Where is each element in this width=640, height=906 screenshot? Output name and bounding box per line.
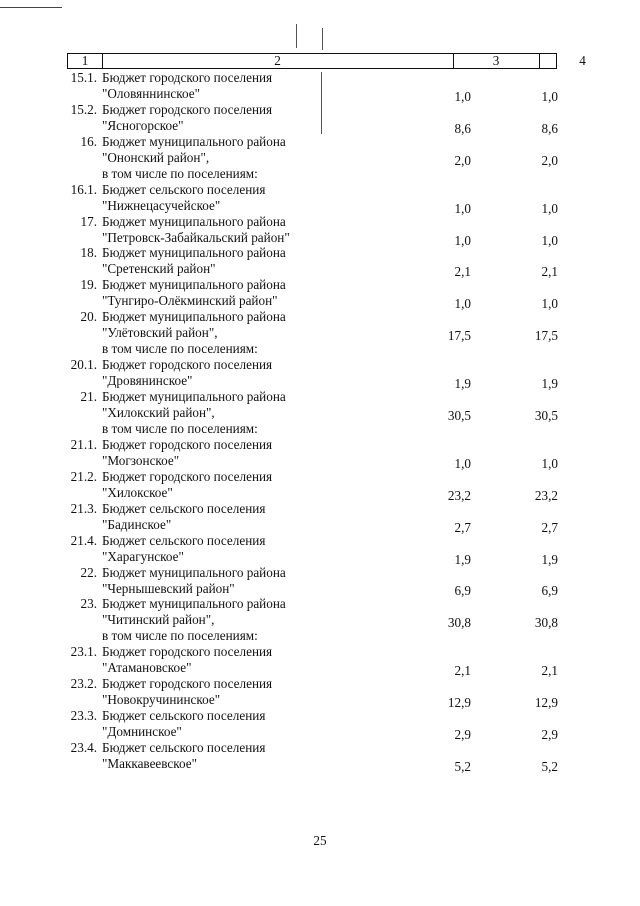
row-name bbox=[102, 389, 640, 437]
row-name-line: "Сретенский район" bbox=[102, 261, 216, 277]
value-col-4: 23,2 bbox=[534, 487, 558, 503]
row-name bbox=[102, 565, 640, 597]
scan-artifact-mark bbox=[296, 24, 297, 48]
row-number: 21.2. bbox=[70, 468, 97, 484]
row-name-line: Бюджет городского поселения bbox=[102, 644, 273, 660]
value-col-3: 30,8 bbox=[447, 615, 471, 631]
table-row bbox=[0, 182, 640, 214]
scan-artifact-mark bbox=[322, 28, 323, 50]
value-col-3: 5,2 bbox=[454, 758, 471, 774]
row-name-line: Бюджет городского поселения bbox=[102, 436, 273, 452]
row-number: 23.4. bbox=[70, 740, 97, 756]
value-col-4: 2,9 bbox=[541, 727, 558, 743]
row-name-line: Бюджет муниципального района bbox=[102, 245, 286, 261]
row-number: 23.1. bbox=[70, 644, 97, 660]
row-name-line: Бюджет сельского поселения bbox=[102, 181, 266, 197]
row-name-line: "Харагунское" bbox=[102, 548, 184, 564]
table-row bbox=[0, 501, 640, 533]
value-col-3: 1,9 bbox=[454, 551, 471, 567]
row-name-line: "Ононский район", bbox=[102, 149, 210, 165]
table-row bbox=[0, 565, 640, 597]
row-name-line: Бюджет сельского поселения bbox=[102, 740, 266, 756]
table-row bbox=[0, 596, 640, 644]
value-col-4: 2,1 bbox=[541, 663, 558, 679]
value-col-3: 2,1 bbox=[454, 264, 471, 280]
row-name bbox=[102, 309, 640, 357]
value-col-4: 1,0 bbox=[541, 88, 558, 104]
value-col-3: 8,6 bbox=[454, 120, 471, 136]
value-col-4: 8,6 bbox=[541, 120, 558, 136]
row-number: 21.4. bbox=[70, 532, 97, 548]
row-name-line: Бюджет городского поселения bbox=[102, 70, 273, 85]
row-name-line: Бюджет городского поселения bbox=[102, 101, 273, 117]
row-name-line: Бюджет муниципального района bbox=[102, 277, 286, 293]
row-name bbox=[102, 102, 640, 134]
row-number: 21.1. bbox=[70, 436, 97, 452]
row-name-line: Бюджет муниципального района bbox=[102, 564, 286, 580]
row-name-line: в том числе по поселениям: bbox=[102, 341, 258, 357]
page-number: 25 bbox=[313, 833, 327, 848]
row-name-line: Бюджет городского поселения bbox=[102, 468, 273, 484]
row-number: 15.1. bbox=[70, 70, 97, 85]
value-col-4: 2,1 bbox=[541, 264, 558, 280]
row-name bbox=[102, 596, 640, 644]
value-col-3: 2,1 bbox=[454, 663, 471, 679]
value-col-3: 2,9 bbox=[454, 727, 471, 743]
row-name-line: в том числе по поселениям: bbox=[102, 628, 258, 644]
table-row bbox=[0, 245, 640, 280]
value-col-3: 2,0 bbox=[454, 152, 471, 168]
row-number: 19. bbox=[80, 277, 97, 293]
row-name-line: "Улётовский район", bbox=[102, 325, 218, 341]
row-number: 23. bbox=[80, 596, 97, 612]
row-name bbox=[102, 357, 640, 389]
value-col-3: 1,0 bbox=[454, 200, 471, 216]
value-col-3: 12,9 bbox=[447, 695, 471, 711]
value-col-4: 30,5 bbox=[534, 408, 558, 423]
value-col-3: 1,0 bbox=[454, 455, 471, 471]
value-col-3: 6,9 bbox=[454, 583, 471, 599]
row-name bbox=[102, 182, 640, 214]
header-col-3: 3 bbox=[492, 53, 500, 68]
row-name-line: Бюджет муниципального района bbox=[102, 213, 286, 229]
row-number: 21.3. bbox=[70, 500, 97, 516]
row-name bbox=[102, 134, 640, 182]
row-name-line: Бюджет сельского поселения bbox=[102, 708, 266, 724]
row-name bbox=[102, 533, 640, 565]
row-name-line: Бюджет городского поселения bbox=[102, 357, 273, 373]
row-name-line: "Читинский район", bbox=[102, 612, 215, 628]
value-col-4: 17,5 bbox=[534, 328, 558, 344]
row-name-line: "Хилокский район", bbox=[102, 405, 215, 421]
table-row bbox=[0, 277, 640, 312]
row-name bbox=[102, 644, 640, 676]
value-col-4: 1,0 bbox=[541, 200, 558, 216]
row-name-line: "Оловяннинское" bbox=[102, 85, 201, 101]
row-number: 17. bbox=[80, 213, 97, 229]
value-col-4: 2,7 bbox=[541, 519, 558, 535]
row-number: 22. bbox=[80, 564, 97, 580]
row-name-line: "Дровянинское" bbox=[102, 373, 193, 389]
row-number: 15.2. bbox=[70, 101, 97, 117]
row-name bbox=[102, 469, 640, 501]
row-name-line: Бюджет муниципального района bbox=[102, 389, 286, 405]
value-col-4: 1,0 bbox=[541, 232, 558, 248]
scan-artifact-line bbox=[0, 7, 62, 8]
row-name-line: "Новокручининское" bbox=[102, 692, 221, 708]
value-col-4: 2,0 bbox=[541, 152, 558, 168]
row-number: 20.1. bbox=[70, 357, 97, 373]
table-body bbox=[0, 70, 640, 772]
table-row bbox=[0, 357, 640, 392]
value-col-4: 12,9 bbox=[534, 695, 558, 711]
row-name-line: "Ясногорское" bbox=[102, 117, 184, 133]
row-name bbox=[102, 740, 640, 772]
row-number: 21. bbox=[80, 389, 97, 405]
row-number: 20. bbox=[80, 309, 97, 325]
row-name-line: "Хилокское" bbox=[102, 484, 173, 500]
row-number: 23.3. bbox=[70, 708, 97, 724]
row-name-line: "Петровск-Забайкальский район" bbox=[102, 229, 290, 245]
row-name bbox=[102, 70, 640, 102]
value-col-4: 5,2 bbox=[541, 758, 558, 774]
row-name-line: в том числе по поселениям: bbox=[102, 165, 258, 181]
value-col-3: 23,2 bbox=[447, 487, 471, 503]
row-name-line: Бюджет сельского поселения bbox=[102, 500, 266, 516]
table-row bbox=[0, 437, 640, 469]
value-col-3: 1,0 bbox=[454, 296, 471, 312]
table-header bbox=[67, 53, 586, 69]
row-number: 16. bbox=[80, 133, 97, 149]
header-col-4: 4 bbox=[579, 53, 586, 68]
value-col-3: 1,0 bbox=[454, 232, 471, 248]
table-row bbox=[0, 134, 640, 182]
row-name-line: "Атамановское" bbox=[102, 660, 192, 676]
table-row bbox=[0, 644, 640, 679]
table-row bbox=[0, 740, 640, 772]
row-number: 23.2. bbox=[70, 676, 97, 692]
value-col-4: 1,9 bbox=[541, 376, 558, 392]
row-number: 18. bbox=[80, 245, 97, 261]
row-name-line: "Чернышевский район" bbox=[102, 580, 235, 596]
row-name bbox=[102, 676, 640, 708]
row-name bbox=[102, 708, 640, 740]
table-row bbox=[0, 708, 640, 743]
row-name bbox=[102, 245, 640, 277]
row-name-line: "Тунгиро-Олёкминский район" bbox=[102, 293, 278, 309]
value-col-4: 30,8 bbox=[534, 615, 558, 631]
table-row bbox=[0, 214, 640, 246]
row-name bbox=[102, 501, 640, 533]
row-name-line: "Домнинское" bbox=[102, 724, 182, 740]
header-col-1: 1 bbox=[81, 53, 89, 68]
table-row bbox=[0, 70, 640, 102]
row-number: 16.1. bbox=[70, 181, 97, 197]
row-name-line: Бюджет городского поселения bbox=[102, 676, 273, 692]
table-row bbox=[0, 102, 640, 134]
row-name-line: "Бадинское" bbox=[102, 516, 172, 532]
row-name-line: "Нижнецасучейское" bbox=[102, 197, 221, 213]
row-name-line: "Могзонское" bbox=[102, 452, 180, 468]
table-row bbox=[0, 533, 640, 565]
row-name-line: Бюджет сельского поселения bbox=[102, 532, 266, 548]
value-col-4: 1,0 bbox=[541, 296, 558, 312]
row-name bbox=[102, 214, 640, 246]
table-row bbox=[0, 309, 640, 357]
row-name-line: Бюджет муниципального района bbox=[102, 596, 286, 612]
value-col-3: 2,7 bbox=[454, 519, 471, 535]
value-col-3: 30,5 bbox=[447, 408, 471, 423]
value-col-4: 1,9 bbox=[541, 551, 558, 567]
table-row bbox=[0, 389, 640, 437]
value-col-4: 6,9 bbox=[541, 583, 558, 599]
row-name bbox=[102, 437, 640, 469]
value-col-4: 1,0 bbox=[541, 455, 558, 471]
table-row bbox=[0, 676, 640, 711]
table-row bbox=[0, 469, 640, 501]
row-name-line: Бюджет муниципального района bbox=[102, 133, 286, 149]
row-name-line: Бюджет муниципального района bbox=[102, 309, 286, 325]
row-name-line: в том числе по поселениям: bbox=[102, 420, 258, 436]
value-col-3: 17,5 bbox=[447, 328, 471, 344]
header-col-2: 2 bbox=[274, 53, 281, 68]
row-name bbox=[102, 277, 640, 309]
row-name-line: "Маккавеевское" bbox=[102, 755, 198, 771]
value-col-3: 1,9 bbox=[454, 376, 471, 392]
value-col-3: 1,0 bbox=[454, 88, 471, 104]
